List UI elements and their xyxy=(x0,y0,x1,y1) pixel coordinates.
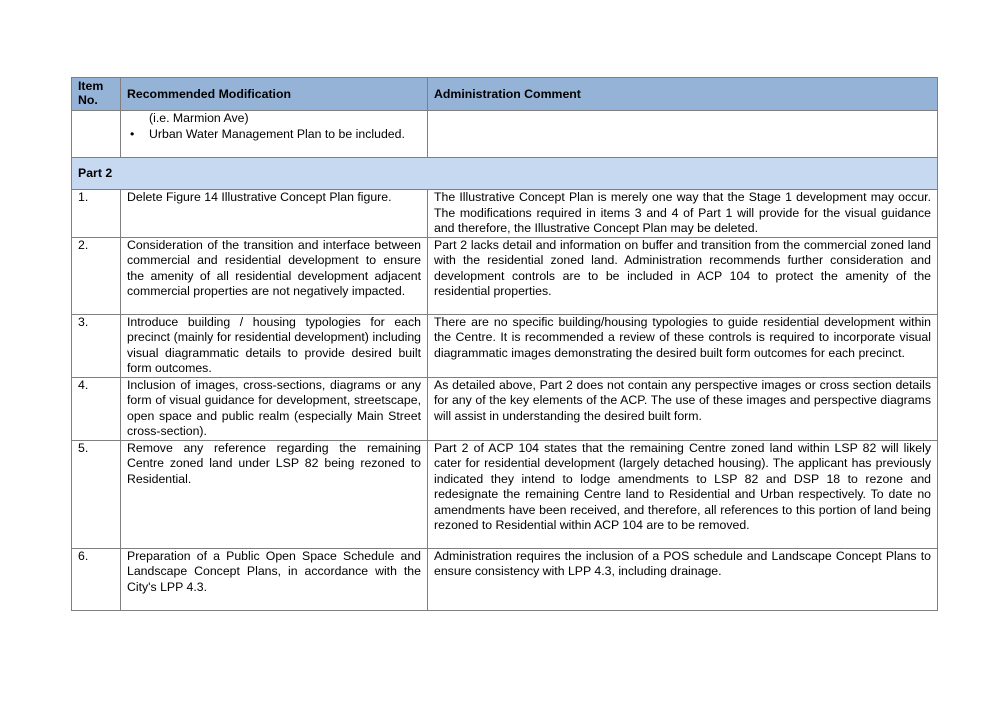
modifications-table xyxy=(71,77,938,611)
table-row xyxy=(72,190,938,238)
row-modification: Inclusion of images, cross-sections, diagrams or any form of visual guidance for development, streetscape, open space and public realm (especially Main Street cross-section). xyxy=(121,377,428,440)
row-comment: Administration requires the inclusion of a POS schedule and Landscape Concept Plans to ensure consistency with LPP 4.3, including drainage. xyxy=(428,548,938,610)
header-item-no: Item No. xyxy=(72,78,121,111)
row-num: 1. xyxy=(72,190,121,238)
row-num: 3. xyxy=(72,314,121,377)
row-modification: Remove any reference regarding the remaining Centre zoned land under LSP 82 being rezoned to Residential. xyxy=(121,440,428,548)
header-comment: Administration Comment xyxy=(428,78,938,111)
row-num: 6. xyxy=(72,548,121,610)
row-comment: There are no specific building/housing typologies to guide residential development within the Centre. It is recommended a review of these controls is required to incorporate visual diagrammatic images demonstrating the desired built form outcomes for each precinct. xyxy=(428,314,938,377)
row-num: 4. xyxy=(72,377,121,440)
header-modification: Recommended Modification xyxy=(121,78,428,111)
table-row xyxy=(72,377,938,440)
row-modification: Consideration of the transition and interface between commercial and residential development to ensure the amenity of all residential development adjacent commercial properties are not negatively impacted. xyxy=(121,237,428,314)
carryover-comment-cell xyxy=(428,111,938,158)
row-modification: Delete Figure 14 Illustrative Concept Plan figure. xyxy=(121,190,428,238)
table-row-carryover xyxy=(72,111,938,158)
row-comment: The Illustrative Concept Plan is merely one way that the Stage 1 development may occur. The modifications required in items 3 and 4 of Part 1 will provide for the visual guidance and therefore, the Illustrative Concept Plan may be deleted. xyxy=(428,190,938,238)
carryover-bullet-list xyxy=(127,127,421,143)
row-comment: Part 2 of ACP 104 states that the remaining Centre zoned land within LSP 82 will likely cater for residential development (largely detached housing). The applicant has previously indicated they intend to lodge amendments to LSP 82 and DSP 18 to rezone and redesignate the remaining Centre land to Residential and Urban respectively. To date no amendments have been received, and therefore, all references to this portion of land being rezoned to Residential within ACP 104 are to be removed. xyxy=(428,440,938,548)
row-num: 2. xyxy=(72,237,121,314)
carryover-num-cell xyxy=(72,111,121,158)
table-row xyxy=(72,440,938,548)
table-header-row xyxy=(72,78,938,111)
section-row xyxy=(72,158,938,190)
row-modification: Introduce building / housing typologies for each precinct (mainly for residential development) including visual diagrammatic details to provide desired built form outcomes. xyxy=(121,314,428,377)
table-row xyxy=(72,237,938,314)
table-row xyxy=(72,548,938,610)
table-row xyxy=(72,314,938,377)
section-title: Part 2 xyxy=(72,158,938,190)
carryover-line: (i.e. Marmion Ave) xyxy=(149,111,249,125)
row-modification: Preparation of a Public Open Space Schedule and Landscape Concept Plans, in accordance with the City's LPP 4.3. xyxy=(121,548,428,610)
row-comment: As detailed above, Part 2 does not contain any perspective images or cross section details for any of the key elements of the ACP. The use of these images and perspective diagrams will assist in understanding the desired built form. xyxy=(428,377,938,440)
row-num: 5. xyxy=(72,440,121,548)
row-comment: Part 2 lacks detail and information on buffer and transition from the commercial zoned land with the residential zoned land. Administration recommends further consideration and development controls are to be included in ACP 104 to protect the amenity of the residential properties. xyxy=(428,237,938,314)
carryover-bullet-item: • Urban Water Management Plan to be included. xyxy=(149,127,421,143)
carryover-modification-cell xyxy=(121,111,428,158)
